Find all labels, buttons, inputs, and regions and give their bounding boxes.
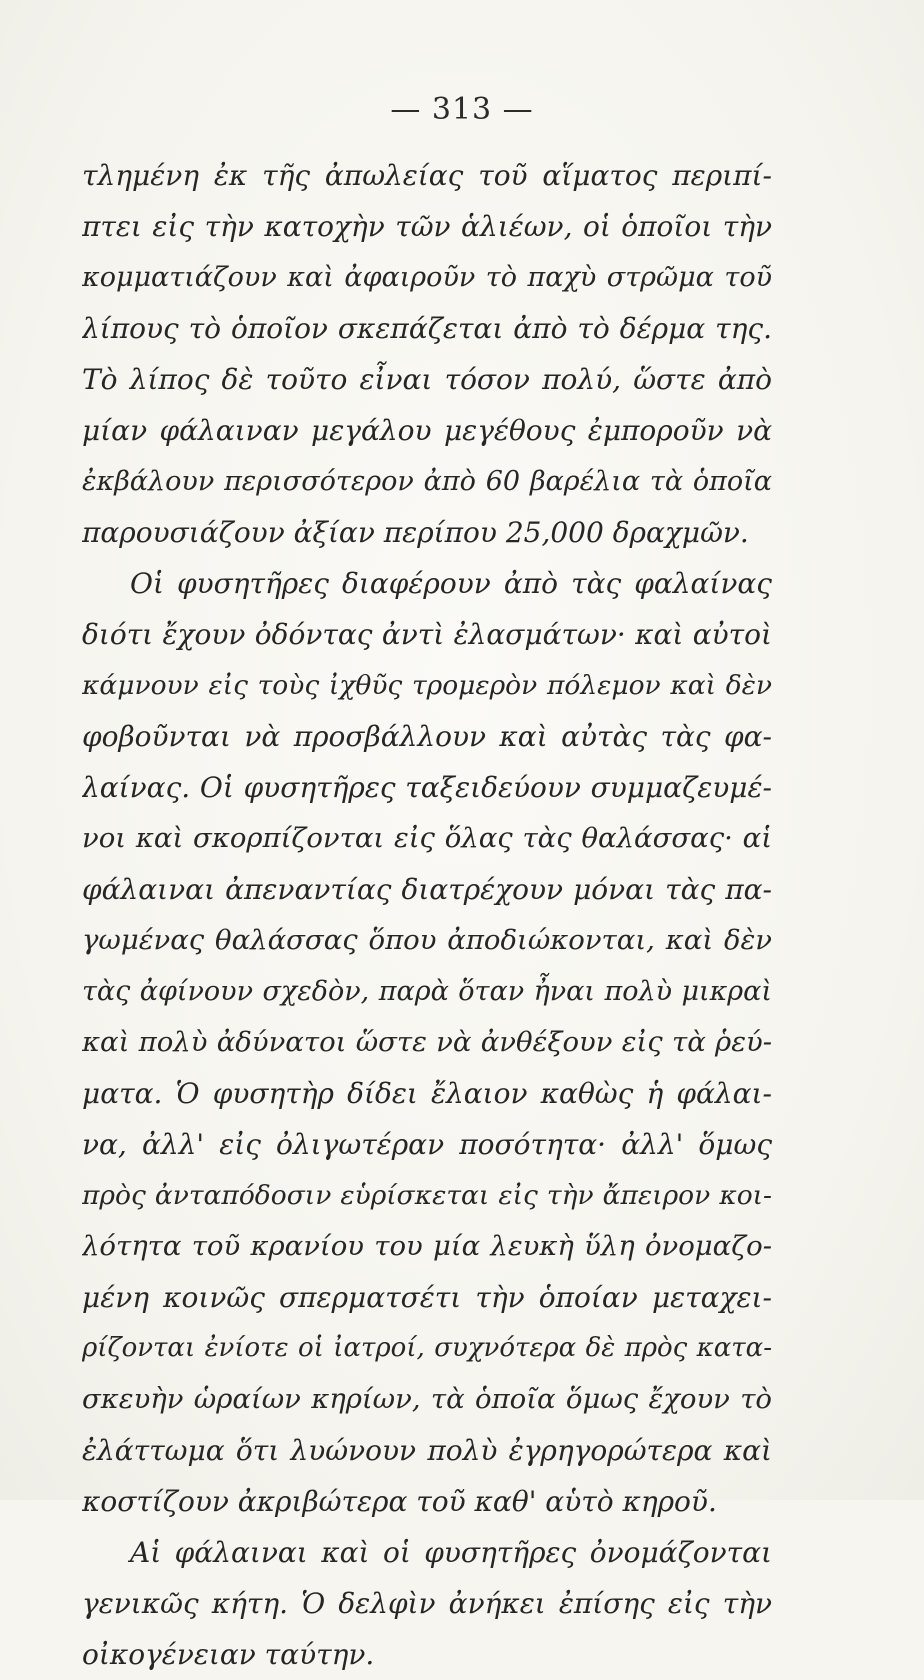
- text-line: γενικῶς κήτη. Ὁ δελφὶν ἀνήκει ἐπίσης εἰς τὴν: [82, 1587, 772, 1620]
- text-line: παρουσιάζουν ἀξίαν περίπου 25,000 δραχμῶν.: [82, 516, 749, 549]
- text-line: διότι ἔχουν ὀδόντας ἀντὶ ἐλασμάτων· καὶ αὐτοὶ: [82, 618, 772, 651]
- text-line: οἰκογένειαν ταύτην.: [82, 1638, 375, 1671]
- text-line: κοστίζουν ἀκριβώτερα τοῦ καθ' αὑτὸ κηροῦ.: [82, 1485, 717, 1518]
- text-line: τλημένη ἐκ τῆς ἀπωλείας τοῦ αἵματος περιπί-: [82, 159, 772, 192]
- text-line: κάμνουν εἰς τοὺς ἰχθῦς τρομερὸν πόλεμον καὶ δὲν: [82, 670, 772, 701]
- text-line: μίαν φάλαιναν μεγάλου μεγέθους ἐμποροῦν νὰ: [82, 414, 772, 447]
- text-line: ἐλάττωμα ὅτι λυώνουν πολὺ ἐγρηγορώτερα καὶ: [82, 1434, 772, 1467]
- text-line: φάλαιναι ἀπεναντίας διατρέχουν μόναι τὰς πα-: [82, 873, 772, 906]
- page-number: — 313 —: [390, 92, 534, 127]
- text-line: λίπους τὸ ὁποῖον σκεπάζεται ἀπὸ τὸ δέρμα της.: [82, 312, 772, 345]
- text-line: Οἱ φυσητῆρες διαφέρουν ἀπὸ τὰς φαλαίνας: [130, 567, 772, 600]
- text-line: να, ἀλλ' εἰς ὀλιγωτέραν ποσότητα· ἀλλ' ὅμως: [82, 1128, 772, 1161]
- text-line: κομματιάζουν καὶ ἀφαιροῦν τὸ παχὺ στρῶμα τοῦ: [82, 262, 772, 293]
- text-line: ματα. Ὁ φυσητὴρ δίδει ἔλαιον καθὼς ἡ φάλαι-: [82, 1077, 772, 1110]
- text-line: Τὸ λίπος δὲ τοῦτο εἶναι τόσον πολύ, ὥστε ἀπὸ: [82, 363, 772, 396]
- text-line: μένη κοινῶς σπερματσέτι τὴν ὁποίαν μεταχει-: [82, 1281, 772, 1314]
- text-line: ρίζονται ἐνίοτε οἱ ἰατροί, συχνότερα δὲ πρὸς κατα-: [82, 1333, 772, 1363]
- text-line: λότητα τοῦ κρανίου του μία λευκὴ ὕλη ὀνομαζο-: [82, 1230, 772, 1262]
- body-text: [82, 150, 772, 1680]
- text-line: φοβοῦνται νὰ προσβάλλουν καὶ αὐτὰς τὰς φα-: [82, 720, 772, 753]
- text-line: γωμένας θαλάσσας ὅπου ἀποδιώκονται, καὶ δὲν: [82, 924, 772, 956]
- text-line: ἐκβάλουν περισσότερον ἀπὸ 60 βαρέλια τὰ ὁποῖα: [82, 466, 772, 497]
- text-line: καὶ πολὺ ἀδύνατοι ὥστε νὰ ἀνθέξουν εἰς τὰ ῥεύ-: [82, 1026, 772, 1058]
- text-line: λαίνας. Οἱ φυσητῆρες ταξειδεύουν συμμαζευμέ-: [82, 771, 772, 804]
- text-line: τὰς ἀφίνουν σχεδὸν, παρὰ ὅταν ἦναι πολὺ μικραὶ: [82, 976, 772, 1007]
- text-line: νοι καὶ σκορπίζονται εἰς ὅλας τὰς θαλάσσας· αἱ: [82, 822, 772, 854]
- text-line: πτει εἰς τὴν κατοχὴν τῶν ἁλιέων, οἱ ὁποῖοι τὴν: [82, 210, 772, 243]
- text-line: σκευὴν ὡραίων κηρίων, τὰ ὁποῖα ὅμως ἔχουν τὸ: [82, 1383, 772, 1415]
- text-line: πρὸς ἀνταπόδοσιν εὑρίσκεται εἰς τὴν ἄπειρον κοι-: [82, 1180, 772, 1211]
- text-line: Αἱ φάλαιναι καὶ οἱ φυσητῆρες ὀνομάζονται: [130, 1536, 772, 1569]
